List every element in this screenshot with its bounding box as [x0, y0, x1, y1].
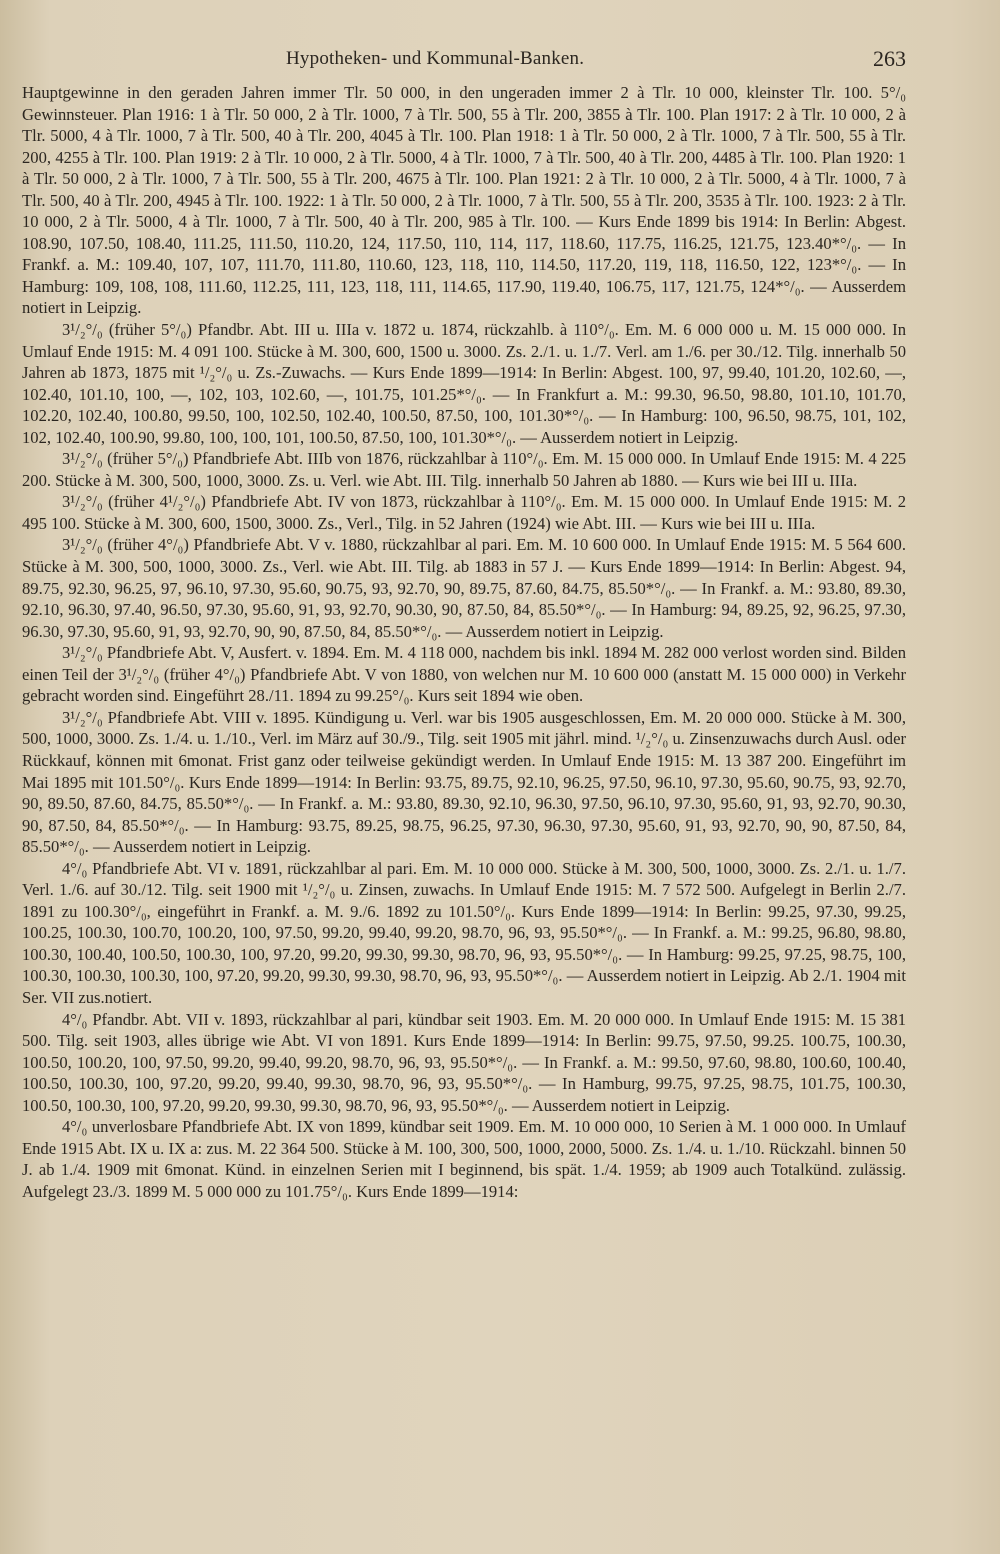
paragraph-abt-v: 3¹/₂°/₀ (früher 4°/₀) Pfandbriefe Abt. V v. 1880, rückzahlbar al pari. Em. M. 10 600 000. In Umlauf Ende 1915: M. 5 564 600. Stücke à M. 300, 500, 1000, 3000. Zs., Verl. wie Abt. III. Tilg. ab 1883 in 57 J. — Kurs Ende 1899—1914: In Berlin: Abgest. 94, 89.75, 92.30, 96.25, 97, 96.10, 97.30, 95.60, 90.75, 93, 92.70, 90, 89.75, 87.60, 84.75, 85.50*°/₀. — In Frankf. a. M.: 93.80, 89.30, 92.10, 96.30, 97.40, 96.50, 97.30, 95.60, 91, 93, 92.70, 90.30, 90, 87.50, 84, 85.50*°/₀. — In Hamburg: 94, 89.25, 92, 96.25, 97.30, 96.30, 97.30, 95.60, 91, 93, 92.70, 90, 90, 87.50, 84, 85.50*°/₀. — Ausserdem notiert in Leipzig.: [22, 535, 906, 641]
paragraph-abt-iiib: 3¹/₂°/₀ (früher 5°/₀) Pfandbriefe Abt. IIIb von 1876, rückzahlbar à 110°/₀. Em. M. 15 000 000. In Umlauf Ende 1915: M. 4 225 200. Stücke à M. 300, 500, 1000, 3000. Zs. u. Verl. wie Abt. III. Tilg. innerhalb 50 Jahren ab 1880. — Kurs wie bei III u. IIIa.: [22, 449, 906, 490]
page-header: [22, 42, 906, 82]
body-text: [22, 82, 906, 1202]
paragraph-abt-vii: 4°/₀ Pfandbr. Abt. VII v. 1893, rückzahlbar al pari, kündbar seit 1903. Em. M. 20 000 000. In Umlauf Ende 1915: M. 15 381 500. Tilg. seit 1903, alles übrige wie Abt. VI von 1891. Kurs Ende 1899—1914: In Berlin: 99.75, 97.50, 99.25. 100.75, 100.30, 100.50, 100.20, 100, 97.50, 99.20, 99.40, 99.20, 98.70, 96, 93, 95.50*°/₀. — In Frankf. a. M.: 99.50, 97.60, 98.80, 100.60, 100.40, 100.50, 100.30, 100, 97.20, 99.20, 99.40, 99.30, 98.70, 96, 93, 95.50*°/₀. — In Hamburg, 99.75, 97.25, 98.75, 101.75, 100.30, 100.50, 100.30, 100, 97.20, 99.20, 99.30, 99.30, 98.70, 96, 93, 95.50*°/₀. — Ausserdem notiert in Leipzig.: [22, 1009, 906, 1115]
paragraph-abt-v-1894: 3¹/₂°/₀ Pfandbriefe Abt. V, Ausfert. v. 1894. Em. M. 4 118 000, nachdem bis inkl. 1894 M. 282 000 verlost worden sind. Bilden einen Teil der 3¹/₂°/₀ (früher 4°/₀) Pfandbriefe Abt. V von 1880, von welchen nur M. 10 600 000 (anstatt M. 15 000 000) in Verkehr gebracht worden sind. Eingeführt 28./11. 1894 zu 99.25°/₀. Kurs seit 1894 wie oben.: [22, 643, 906, 706]
paragraph-abt-iii: 3¹/₂°/₀ (früher 5°/₀) Pfandbr. Abt. III u. IIIa v. 1872 u. 1874, rückzahlb. à 110°/₀. Em. M. 6 000 000 u. M. 15 000 000. In Umlauf Ende 1915: M. 4 091 100. Stücke à M. 300, 600, 1500 u. 3000. Zs. 2./1. u. 1./7. Verl. am 1./6. per 30./12. Tilg. innerhalb 50 Jahren ab 1873, 1875 mit ¹/₂°/₀ u. Zs.-Zuwachs. — Kurs Ende 1899—1914: In Berlin: Abgest. 100, 97, 99.40, 101.20, 102.60, —, 102.40, 101.10, 100, —, 102, 103, 102.60, —, 101.75, 101.25*°/₀. — In Frankfurt a. M.: 99.30, 96.50, 98.80, 101.10, 101.70, 102.20, 102.40, 100.80, 99.50, 100, 102.50, 102.40, 100.50, 87.50, 100, 101.30*°/₀. — In Hamburg: 100, 96.50, 98.75, 101, 102, 102, 102.40, 100.90, 99.80, 100, 100, 101, 100.50, 87.50, 100, 101.30*°/₀. — Ausserdem notiert in Leipzig.: [22, 320, 906, 447]
paragraph-abt-iv: 3¹/₂°/₀ (früher 4¹/₂°/₀) Pfandbriefe Abt. IV von 1873, rückzahlbar à 110°/₀. Em. M. 15 000 000. In Umlauf Ende 1915: M. 2 495 100. Stücke à M. 300, 600, 1500, 3000. Zs., Verl., Tilg. in 52 Jahren (1924) wie Abt. III. — Kurs wie bei III u. IIIa.: [22, 492, 906, 533]
running-title: Hypotheken- und Kommunal-Banken.: [286, 48, 585, 69]
paragraph-lottery-plans: Hauptgewinne in den geraden Jahren immer Tlr. 50 000, in den ungeraden immer 2 à Tlr. 10 000, kleinster Tlr. 100. 5°/₀ Gewinnsteuer. Plan 1916: 1 à Tlr. 50 000, 2 à Tlr. 1000, 7 à Tlr. 500, 55 à Tlr. 200, 3855 à Tlr. 100. Plan 1917: 2 à Tlr. 10 000, 2 à Tlr. 5000, 4 à Tlr. 1000, 7 à Tlr. 500, 40 à Tlr. 200, 4045 à Tlr. 100. Plan 1918: 1 à Tlr. 50 000, 2 à Tlr. 1000, 7 à Tlr. 500, 55 à Tlr. 200, 4255 à Tlr. 100. Plan 1919: 2 à Tlr. 10 000, 2 à Tlr. 5000, 4 à Tlr. 1000, 7 à Tlr. 500, 40 à Tlr. 200, 4485 à Tlr. 100. Plan 1920: 1 à Tlr. 50 000, 2 à Tlr. 1000, 7 à Tlr. 500, 55 à Tlr. 200, 4675 à Tlr. 100. Plan 1921: 2 à Tlr. 10 000, 2 à Tlr. 5000, 4 à Tlr. 1000, 7 à Tlr. 500, 40 à Tlr. 200, 4945 à Tlr. 100. 1922: 1 à Tlr. 50 000, 2 à Tlr. 1000, 7 à Tlr. 500, 55 à Tlr. 200, 3535 à Tlr. 100. 1923: 2 à Tlr. 10 000, 2 à Tlr. 5000, 4 à Tlr. 1000, 7 à Tlr. 500, 40 à Tlr. 200, 985 à Tlr. 100. — Kurs Ende 1899 bis 1914: In Berlin: Abgest. 108.90, 107.50, 108.40, 111.25, 111.50, 110.20, 124, 117.50, 110, 114, 117, 118.60, 117.75, 116.25, 121.75, 123.40*°/₀. — In Frankf. a. M.: 109.40, 107, 107, 111.70, 111.80, 110.60, 123, 118, 110, 114.50, 117.20, 119, 118, 116.50, 122, 123*°/₀. — In Hamburg: 109, 108, 108, 111.60, 112.25, 111, 123, 118, 111, 114.65, 117.90, 119.40, 106.75, 117, 121.75, 124*°/₀. — Ausserdem notiert in Leipzig.: [22, 83, 906, 318]
paragraph-abt-ix: 4°/₀ unverlosbare Pfandbriefe Abt. IX von 1899, kündbar seit 1909. Em. M. 10 000 000, 10 Serien à M. 1 000 000. In Umlauf Ende 1915 Abt. IX u. IX a: zus. M. 22 364 500. Stücke à M. 100, 300, 500, 1000, 2000, 5000. Zs. 1./4. u. 1./10. Rückzahl. binnen 50 J. ab 1./4. 1909 mit 6monat. Künd. in einzelnen Serien mit I beginnend, bis spät. 1./4. 1959; ab 1909 auch Totalkünd. zulässig. Aufgelegt 23./3. 1899 M. 5 000 000 zu 101.75°/₀. Kurs Ende 1899—1914:: [22, 1117, 906, 1201]
paragraph-abt-viii: 3¹/₂°/₀ Pfandbriefe Abt. VIII v. 1895. Kündigung u. Verl. war bis 1905 ausgeschlossen, Em. M. 20 000 000. Stücke à M. 300, 500, 1000, 3000. Zs. 1./4. u. 1./10., Verl. im März auf 30./9., Tilg. seit 1905 mit jährl. mind. ¹/₂°/₀ u. Zinsenzuwachs durch Ausl. oder Rückkauf, können mit 6monat. Frist ganz oder teilweise gekündigt werden. In Umlauf Ende 1915: M. 13 387 200. Eingeführt im Mai 1895 mit 101.50°/₀. Kurs Ende 1899—1914: In Berlin: 93.75, 89.75, 92.10, 96.25, 97.50, 96.10, 97.30, 95.60, 90.75, 93, 92.70, 90, 89.50, 87.60, 84.75, 85.50*°/₀. — In Frankf. a. M.: 93.80, 89.30, 92.10, 96.30, 97.50, 96.10, 97.30, 95.60, 91, 93, 92.70, 90.30, 90, 87.50, 84, 85.50*°/₀. — In Hamburg: 93.75, 89.25, 98.75, 96.25, 97.30, 96.30, 97.30, 95.60, 91, 93, 92.70, 90, 90, 87.50, 84, 85.50*°/₀. — Ausserdem notiert in Leipzig.: [22, 707, 906, 857]
page-number: 263: [873, 46, 906, 71]
paragraph-abt-vi: 4°/₀ Pfandbriefe Abt. VI v. 1891, rückzahlbar al pari. Em. M. 10 000 000. Stücke à M. 300, 500, 1000, 3000. Zs. 2./1. u. 1./7. Verl. 1./6. auf 30./12. Tilg. seit 1900 mit ¹/₂°/₀ u. Zinsen, zuwachs. In Umlauf Ende 1915: M. 7 572 500. Aufgelegt in Berlin 2./7. 1891 zu 100.30°/₀, eingeführt in Frankf. a. M. 9./6. 1892 zu 101.50°/₀. Kurs Ende 1899—1914: In Berlin: 99.25, 97.30, 99.25, 100.25, 100.30, 100.70, 100.20, 100, 97.50, 99.20, 99.40, 99.20, 98.70, 96, 93, 95.50*°/₀. — In Frankf. a. M.: 99.25, 96.80, 98.80, 100.30, 100.40, 100.50, 100.30, 100, 97.20, 99.20, 99.30, 99.30, 98.70, 96, 93, 95.50*°/₀. — In Hamburg: 99.25, 97.25, 98.75, 100, 100.30, 100.30, 100.30, 100, 97.20, 99.20, 99.30, 99.30, 98.70, 96, 93, 95.50*°/₀. — Ausserdem notiert in Leipzig. Ab 2./1. 1904 mit Ser. VII zus.notiert.: [22, 858, 906, 1007]
